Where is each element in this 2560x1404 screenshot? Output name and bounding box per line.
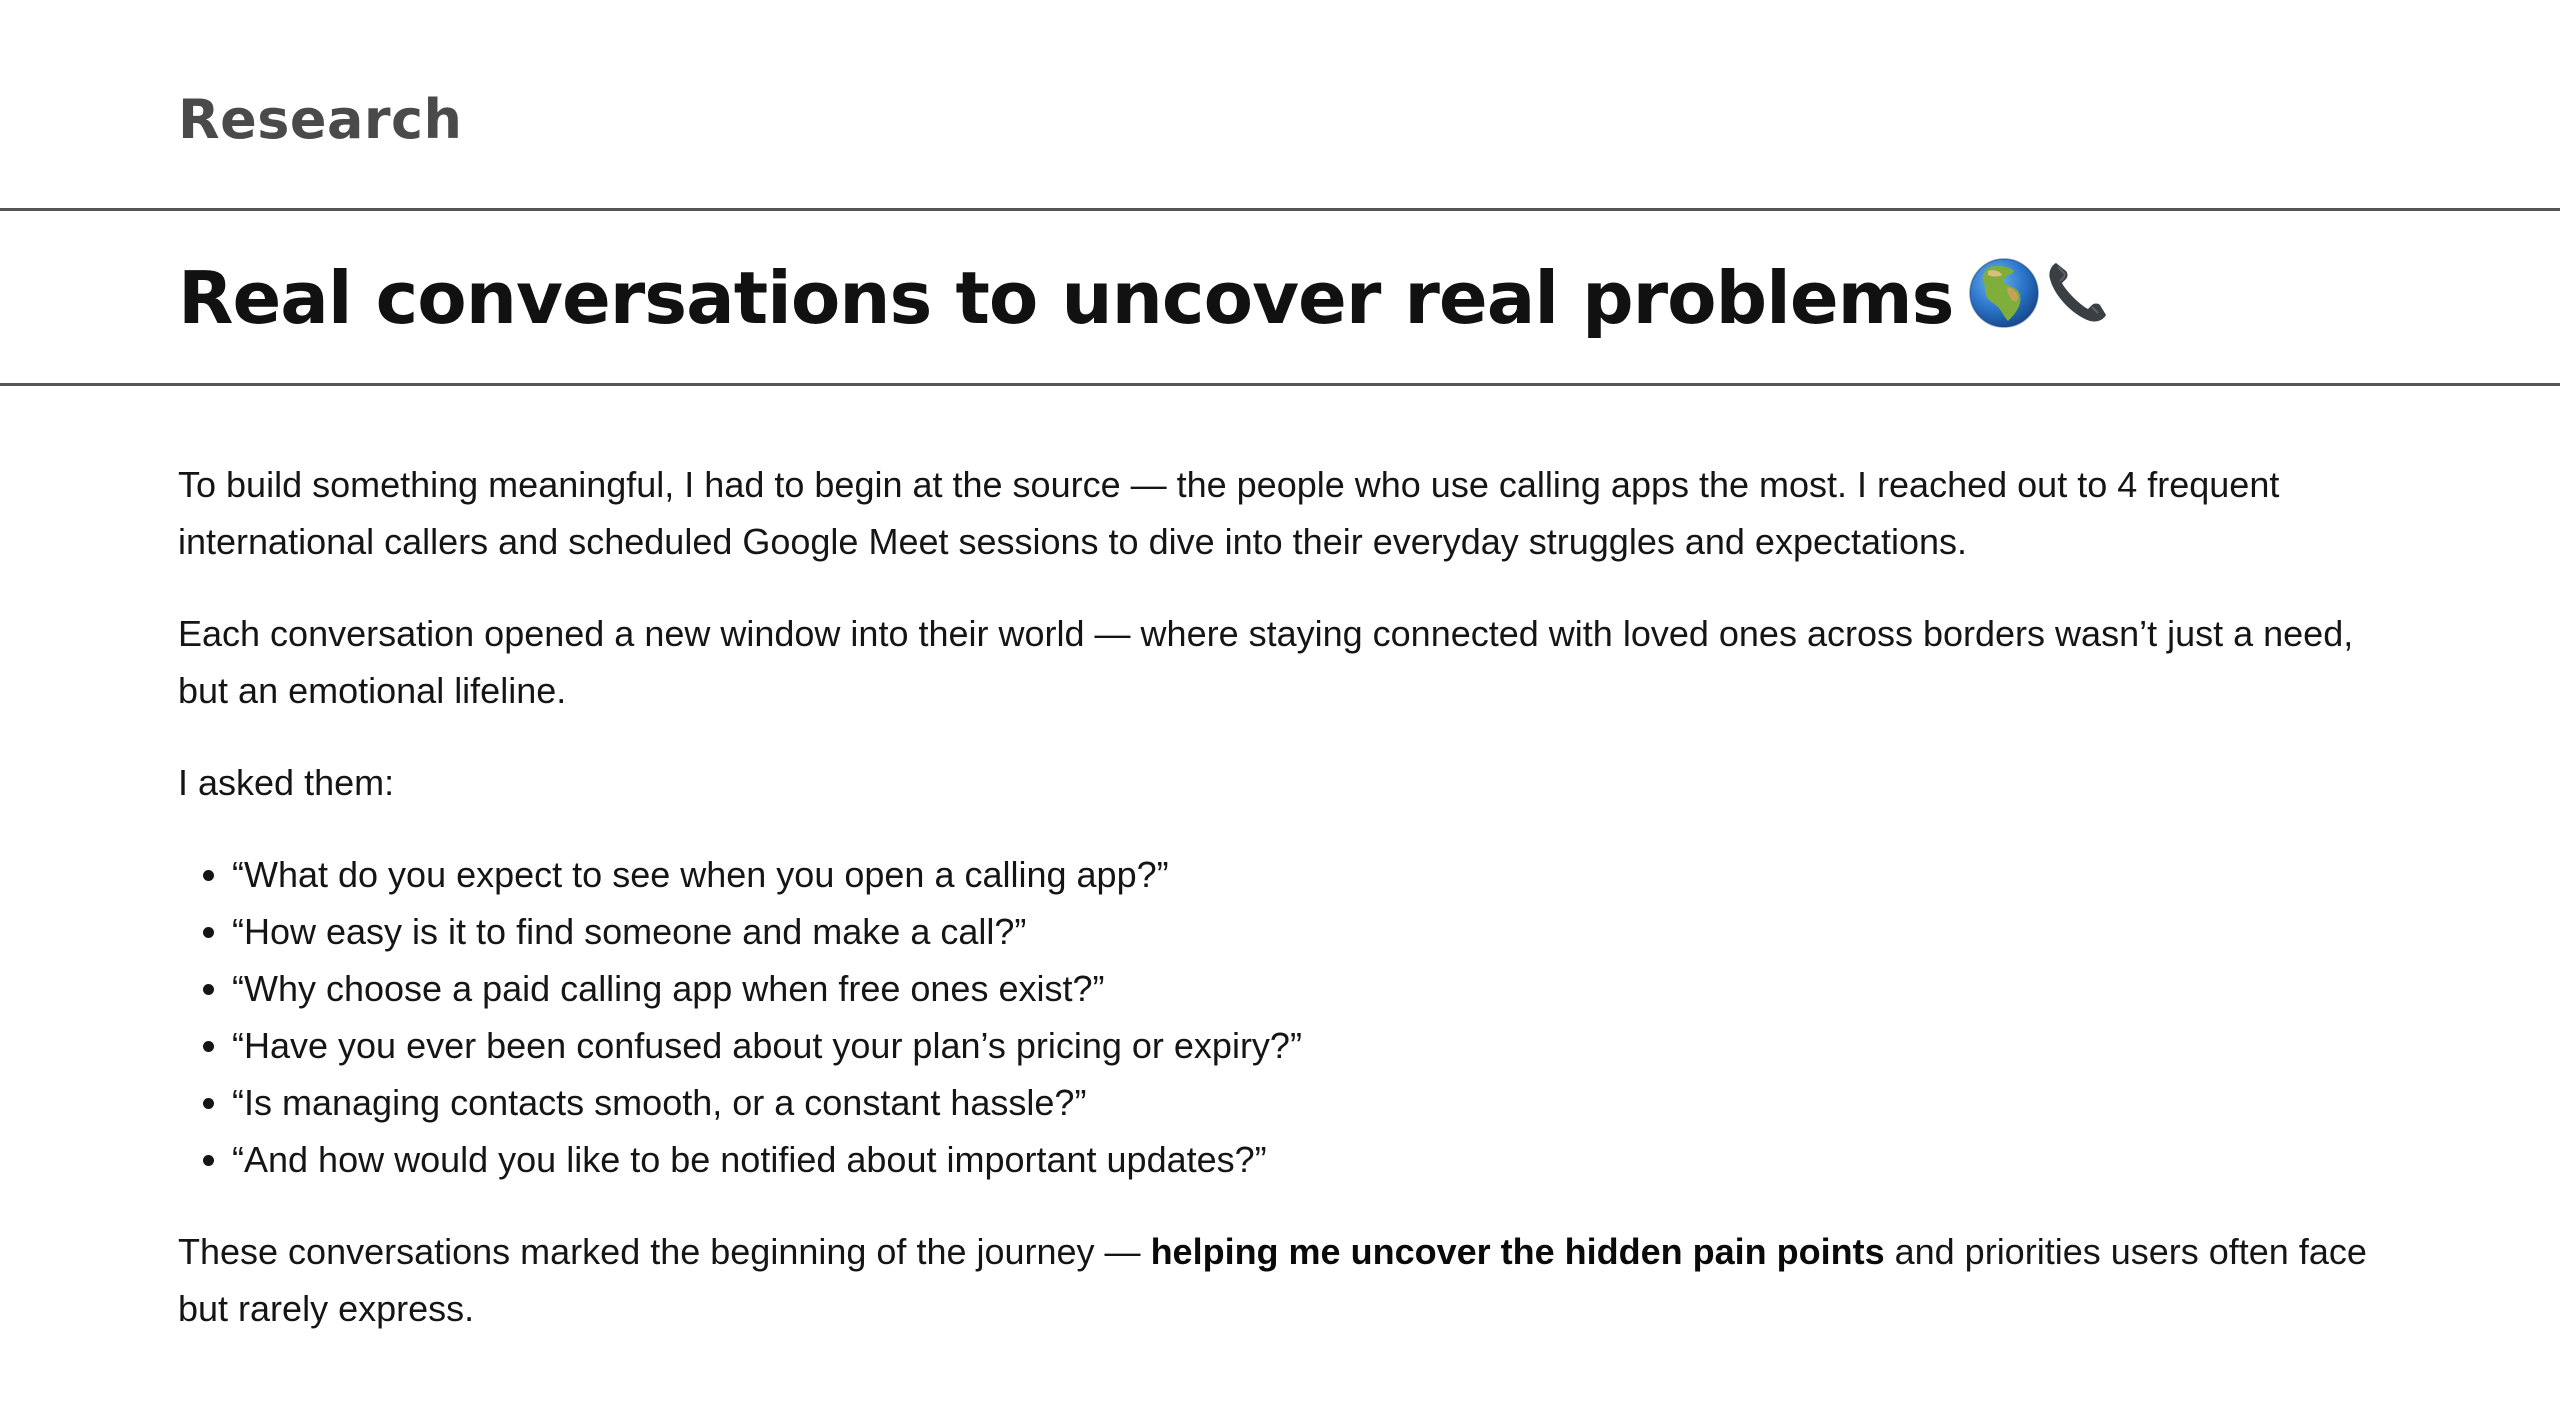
question-item: • “Have you ever been confused about your plan’s pricing or expiry?” <box>232 1017 2408 1074</box>
conclusion-highlight: helping me uncover the hidden pain points <box>1150 1231 1885 1272</box>
question-item: • “Why choose a paid calling app when free ones exist?” <box>232 960 2408 1017</box>
conclusion-text-before: These conversations marked the beginning of the journey — <box>178 1231 1151 1272</box>
world-paragraph: Each conversation opened a new window into their world — where staying connected with loved ones across borders wasn’t just a need, but an emotional lifeline. <box>178 613 2354 711</box>
page-title <box>178 250 2114 346</box>
section-label: Research <box>178 88 463 151</box>
intro-paragraph: To build something meaningful, I had to begin at the source — the people who use calling apps the most. I reached out to 4 frequent international callers and scheduled Google Meet sessions to dive into their everyday struggles and expectations. <box>178 464 2280 562</box>
globe-icon <box>1968 256 2040 328</box>
article-body <box>178 456 2408 1372</box>
question-item: • “Is managing contacts smooth, or a constant hassle?” <box>232 1074 2408 1131</box>
question-item: • “How easy is it to find someone and make a call?” <box>232 903 2408 960</box>
question-item: • “And how would you like to be notified about important updates?” <box>232 1131 2408 1188</box>
bottom-divider <box>0 383 2560 386</box>
conclusion-paragraph <box>178 1223 2408 1337</box>
page-title-text: Real conversations to uncover real problems <box>178 256 1954 340</box>
conclusion-text-after: and priorities users often face but rarely express. <box>178 1231 2367 1329</box>
question-list <box>178 846 2408 1188</box>
telephone-receiver-icon <box>2042 256 2114 328</box>
top-divider <box>0 208 2560 211</box>
question-item: • “What do you expect to see when you open a calling app?” <box>232 846 2408 903</box>
asked-paragraph: I asked them: <box>178 762 395 803</box>
